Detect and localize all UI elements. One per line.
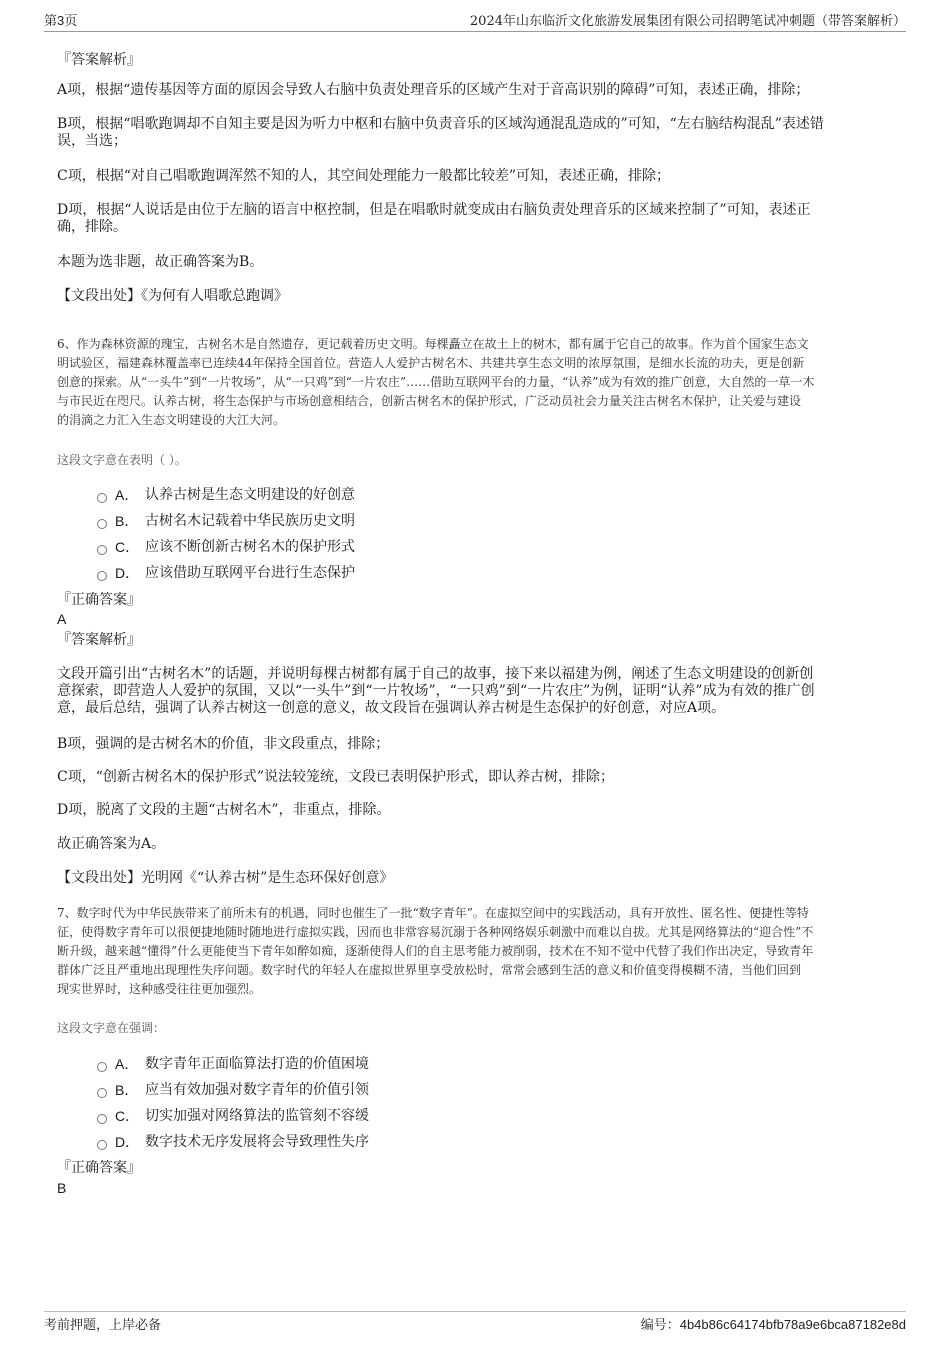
option-b-radio[interactable] (97, 519, 107, 529)
option-a-text[interactable]: 数字青年正面临算法打造的价值困境 (145, 1056, 369, 1072)
option-d-letter: D． (115, 1134, 140, 1150)
analysis-line: 意，最后总结，强调了认养古树这一创意的意义，故文段旨在强调认养古树是生态保护的好创意，对应A项。 (57, 700, 726, 716)
option-d-text[interactable]: 应该借助互联网平台进行生态保护 (145, 565, 355, 581)
source-citation: 【文段出处】光明网《“认养古树”是生态环保好创意》 (57, 870, 394, 886)
option-a-text[interactable]: 认养古树是生态文明建设的好创意 (145, 487, 355, 503)
correct-answer-label: 『正确答案』 (57, 1160, 141, 1176)
analysis-label: 『答案解析』 (57, 52, 141, 68)
option-a-radio[interactable] (97, 493, 107, 503)
passage-line: 7、数字时代为中华民族带来了前所未有的机遇，同时也催生了一批“数字青年”。在虚拟空间中的实践活动，具有开放性、匿名性、便捷性等特 (57, 906, 809, 920)
option-b-letter: B． (115, 1082, 139, 1098)
option-c-letter: C． (115, 1108, 140, 1124)
analysis-label: 『答案解析』 (57, 632, 141, 648)
passage-line: 断升级，越来越“懂得”什么更能使当下青年如醉如痴，逐渐使得人们的自主思考能力被削弱，技术在不知不觉中代替了我们作出决定，导致青年 (57, 944, 814, 958)
option-a-radio[interactable] (97, 1062, 107, 1072)
header-divider (44, 31, 906, 32)
passage-line: 与市民近在咫尺。认养古树，将生态保护与市场创意相结合，创新古树名木的保护形式，广泛动员社会力量关注古树名木保护，让关爱与建设 (57, 394, 802, 408)
analysis-option-c: C项，根据“对自己唱歌跑调浑然不知的人，其空间处理能力一般都比较差”可知，表述正确，排除； (57, 168, 671, 184)
analysis-conclusion: 本题为选非题，故正确答案为B。 (57, 254, 264, 270)
footer-slogan: 考前押题，上岸必备 (44, 1318, 162, 1333)
option-b-letter: B． (115, 513, 139, 529)
document-title: 2024年山东临沂文化旅游发展集团有限公司招聘笔试冲刺题（带答案解析） (469, 14, 906, 29)
correct-answer-value: B (57, 1180, 67, 1196)
analysis-option-b-line1: B项，根据“唱歌跑调却不自知主要是因为听力中枢和右脑中负责音乐的区域沟通混乱造成的”可知，“左右脑结构混乱”表述错 (57, 116, 824, 132)
passage-line: 6、作为森林资源的瑰宝，古树名木是自然遗存，更记载着历史文明。每棵矗立在故土上的树木，都有属于它自己的故事。作为首个国家生态文 (57, 337, 809, 351)
analysis-option-b: B项，强调的是古树名木的价值，非文段重点，排除； (57, 736, 390, 752)
option-a-letter: A． (115, 1056, 139, 1072)
source-citation: 【文段出处】《为何有人唱歌总跑调》 (57, 288, 288, 304)
option-b-radio[interactable] (97, 1088, 107, 1098)
option-b-text[interactable]: 应当有效加强对数字青年的价值引领 (145, 1082, 369, 1098)
passage-line: 明试验区，福建森林覆盖率已连续44年保持全国首位。营造人人爱护古树名木、共建共享生态文明的浓厚氛围，是细水长流的功夫，更是创新 (57, 356, 805, 370)
document-code-value: 4b4b86c64174bfb78a9e6bca87182e8d (679, 1317, 906, 1332)
passage-line: 现实世界时，这种感受往往更加强烈。 (57, 982, 262, 996)
passage-line: 的涓滴之力汇入生态文明建设的大江大河。 (57, 413, 286, 427)
analysis-option-a: A项，根据“遗传基因等方面的原因会导致人右脑中负责处理音乐的区域产生对于音高识别的障碍”可知，表述正确，排除； (57, 82, 810, 98)
question-7-passage (57, 904, 899, 999)
question-6-prompt: 这段文字意在表明（ ）。 (57, 453, 187, 467)
option-d-letter: D． (115, 565, 140, 581)
option-c-radio[interactable] (97, 545, 107, 555)
correct-answer-value: A (57, 611, 67, 627)
question-7-prompt: 这段文字意在强调： (57, 1021, 166, 1035)
passage-line: 创意的探索。从“一头牛”到“一片牧场”，从“一只鸡”到“一片农庄”……借助互联网平台的力量，“认养”成为有效的推广创意，大自然的一草一木 (57, 375, 815, 389)
page-number: 第3页 (44, 13, 78, 28)
passage-line: 征，使得数字青年可以很便捷地随时随地进行虚拟实践，因而也非常容易沉溺于各种网络娱乐刺激中而难以自拔。尤其是网络算法的“迎合性”不 (57, 925, 814, 939)
analysis-line: 文段开篇引出“古树名木”的话题，并说明每棵古树都有属于自己的故事，接下来以福建为例，阐述了生态文明建设的创新创 (57, 666, 814, 682)
option-b-text[interactable]: 古树名木记载着中华民族历史文明 (145, 513, 355, 529)
correct-answer-label: 『正确答案』 (57, 592, 141, 608)
option-d-radio[interactable] (97, 571, 107, 581)
option-d-radio[interactable] (97, 1140, 107, 1150)
document-code-label: 编号： (640, 1318, 680, 1333)
analysis-option-d-line2: 确，排除。 (57, 219, 127, 235)
question-6-analysis (57, 666, 887, 717)
option-c-text[interactable]: 切实加强对网络算法的监管刻不容缓 (145, 1108, 369, 1124)
option-c-letter: C． (115, 539, 140, 555)
analysis-conclusion: 故正确答案为A。 (57, 836, 166, 852)
footer-divider (44, 1311, 906, 1312)
analysis-option-c: C项，“创新古树名木的保护形式”说法较笼统，文段已表明保护形式，即认养古树，排除； (57, 769, 615, 785)
question-6-passage (57, 335, 899, 430)
option-d-text[interactable]: 数字技术无序发展将会导致理性失序 (145, 1134, 369, 1150)
option-c-radio[interactable] (97, 1114, 107, 1124)
analysis-line: 意探索，即营造人人爱护的氛围，又以“一头牛”到“一片牧场”，“一只鸡”到“一片农庄”为例，证明“认养”成为有效的推广创 (57, 683, 815, 699)
analysis-option-d: D项，脱离了文段的主题“古树名木”，非重点，排除。 (57, 802, 391, 818)
analysis-option-b-line2: 误，当选； (57, 133, 127, 149)
option-c-text[interactable]: 应该不断创新古树名木的保护形式 (145, 539, 355, 555)
passage-line: 群体广泛且严重地出现理性失序问题。数字时代的年轻人在虚拟世界里享受放松时，常常会感到生活的意义和价值变得模糊不清，当他们回到 (57, 963, 802, 977)
option-a-letter: A． (115, 487, 139, 503)
document-code (641, 1314, 906, 1333)
analysis-option-d-line1: D项，根据“人说话是由位于左脑的语言中枢控制，但是在唱歌时就变成由右脑负责处理音乐的区域来控制了”可知，表述正 (57, 202, 811, 218)
